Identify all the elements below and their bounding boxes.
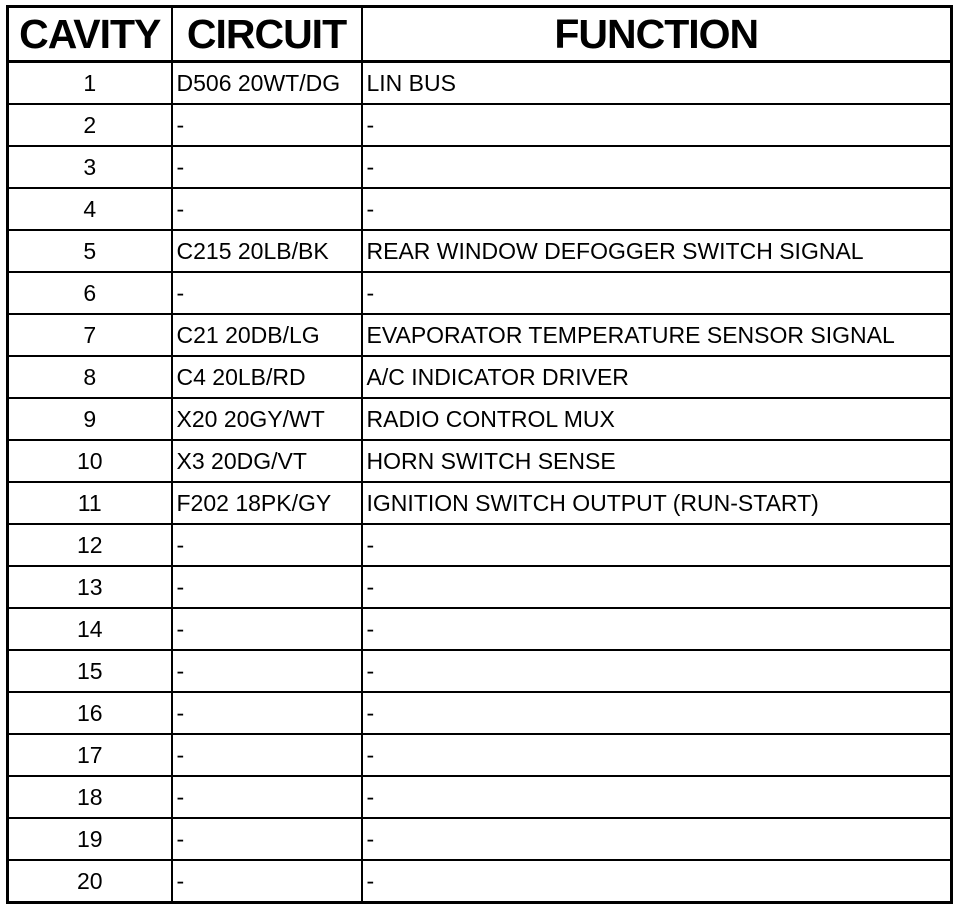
cavity-cell: 4: [8, 188, 172, 230]
function-cell: -: [362, 608, 952, 650]
table-row: [8, 650, 952, 692]
circuit-cell: C215 20LB/BK: [172, 230, 362, 272]
table-row: [8, 566, 952, 608]
circuit-cell: X3 20DG/VT: [172, 440, 362, 482]
circuit-cell: D506 20WT/DG: [172, 62, 362, 105]
circuit-cell: -: [172, 734, 362, 776]
circuit-cell: X20 20GY/WT: [172, 398, 362, 440]
cavity-cell: 12: [8, 524, 172, 566]
cavity-cell: 14: [8, 608, 172, 650]
cavity-cell: 1: [8, 62, 172, 105]
function-cell: -: [362, 818, 952, 860]
function-cell: REAR WINDOW DEFOGGER SWITCH SIGNAL: [362, 230, 952, 272]
function-cell: -: [362, 566, 952, 608]
table-row: [8, 524, 952, 566]
table-row: [8, 146, 952, 188]
function-cell: A/C INDICATOR DRIVER: [362, 356, 952, 398]
circuit-cell: -: [172, 272, 362, 314]
cavity-cell: 3: [8, 146, 172, 188]
table-row: [8, 314, 952, 356]
function-cell: LIN BUS: [362, 62, 952, 105]
header-row: [8, 7, 952, 62]
function-cell: -: [362, 524, 952, 566]
function-cell: -: [362, 650, 952, 692]
function-cell: -: [362, 146, 952, 188]
cavity-cell: 10: [8, 440, 172, 482]
function-cell: -: [362, 104, 952, 146]
circuit-cell: -: [172, 566, 362, 608]
circuit-cell: -: [172, 692, 362, 734]
table-row: [8, 692, 952, 734]
table-row: [8, 62, 952, 105]
column-header-cavity: CAVITY: [8, 7, 172, 62]
function-cell: EVAPORATOR TEMPERATURE SENSOR SIGNAL: [362, 314, 952, 356]
table-row: [8, 818, 952, 860]
table-row: [8, 104, 952, 146]
table-row: [8, 776, 952, 818]
function-cell: HORN SWITCH SENSE: [362, 440, 952, 482]
circuit-cell: C4 20LB/RD: [172, 356, 362, 398]
circuit-cell: F202 18PK/GY: [172, 482, 362, 524]
table-row: [8, 860, 952, 903]
table-row: [8, 398, 952, 440]
table-row: [8, 608, 952, 650]
cavity-cell: 20: [8, 860, 172, 903]
cavity-cell: 17: [8, 734, 172, 776]
circuit-cell: -: [172, 860, 362, 903]
table-row: [8, 230, 952, 272]
table-row: [8, 440, 952, 482]
circuit-cell: -: [172, 818, 362, 860]
function-cell: RADIO CONTROL MUX: [362, 398, 952, 440]
function-cell: -: [362, 272, 952, 314]
cavity-cell: 16: [8, 692, 172, 734]
function-cell: -: [362, 734, 952, 776]
circuit-cell: -: [172, 776, 362, 818]
table-row: [8, 356, 952, 398]
function-cell: -: [362, 188, 952, 230]
table-row: [8, 272, 952, 314]
cavity-cell: 6: [8, 272, 172, 314]
column-header-function: FUNCTION: [362, 7, 952, 62]
function-cell: -: [362, 776, 952, 818]
circuit-cell: -: [172, 146, 362, 188]
cavity-cell: 15: [8, 650, 172, 692]
circuit-cell: C21 20DB/LG: [172, 314, 362, 356]
function-cell: -: [362, 692, 952, 734]
table-row: [8, 482, 952, 524]
cavity-cell: 13: [8, 566, 172, 608]
cavity-cell: 2: [8, 104, 172, 146]
cavity-cell: 19: [8, 818, 172, 860]
function-cell: -: [366, 868, 375, 894]
connector-pinout-table: [6, 5, 953, 904]
cavity-cell: 5: [8, 230, 172, 272]
table-body: [8, 62, 952, 903]
table-row: [8, 188, 952, 230]
cavity-cell: 11: [8, 482, 172, 524]
cavity-cell: 18: [8, 776, 172, 818]
circuit-cell: -: [172, 608, 362, 650]
cavity-cell: 9: [8, 398, 172, 440]
circuit-cell: -: [172, 188, 362, 230]
function-cell: IGNITION SWITCH OUTPUT (RUN-START): [362, 482, 952, 524]
circuit-cell: -: [172, 650, 362, 692]
circuit-cell: -: [172, 524, 362, 566]
circuit-cell: -: [172, 104, 362, 146]
column-header-circuit: CIRCUIT: [172, 7, 362, 62]
cavity-cell: 8: [8, 356, 172, 398]
table-row: [8, 734, 952, 776]
cavity-cell: 7: [8, 314, 172, 356]
